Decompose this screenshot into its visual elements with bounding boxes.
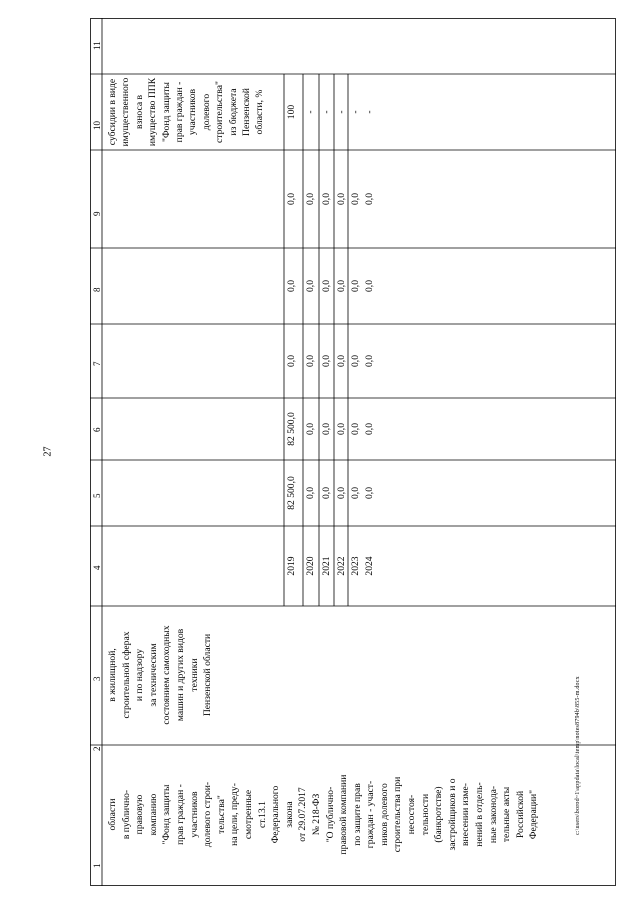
header-col-5: 5 [92, 493, 102, 498]
cell-c8-row-4: 0,0 [336, 280, 347, 292]
col2-line: "Фонд защиты [161, 784, 173, 845]
col2-line: на цели, преду- [229, 783, 241, 846]
col2-line: участников [188, 791, 200, 838]
header-col-10: 10 [92, 121, 102, 130]
col2-line: правовой компании [338, 774, 350, 855]
cell-c9-row-5: 0,0 [350, 193, 361, 205]
cell-c8-row-3: 0,0 [321, 280, 332, 292]
col3-text [106, 607, 215, 743]
col10-line: участников [187, 88, 199, 136]
cell-c9-row-2: 0,0 [305, 193, 316, 205]
col3-line: машин и других видов [174, 628, 186, 722]
col2-line: застройщиков и о [446, 778, 458, 851]
col2-line: смотренные [242, 789, 254, 840]
cell-c6-row-6: 0,0 [364, 423, 375, 435]
col3-line: в жилищной, [107, 648, 118, 702]
col10-line: долевого [200, 93, 212, 131]
cell-c6-row-5: 0,0 [350, 423, 361, 435]
cell-c5-row-6: 0,0 [364, 487, 375, 499]
header-col-2: 2 [92, 746, 102, 751]
col2-line: закона [283, 801, 295, 828]
col2-line: внесении изме- [460, 783, 472, 846]
col2-line: ников долевого [378, 783, 390, 846]
cell-c8-row-2: 0,0 [305, 280, 316, 292]
cell-c7-row-5: 0,0 [350, 355, 361, 367]
cell-c9-row-4: 0,0 [336, 193, 347, 205]
cell-c5-row-5: 0,0 [350, 487, 361, 499]
cell-c5-row-4: 0,0 [336, 487, 347, 499]
col2-line: (банкротстве) [433, 786, 445, 843]
cell-c8-row-1: 0,0 [286, 280, 297, 292]
col10-line: строительства" [214, 81, 226, 143]
document-table [90, 18, 616, 886]
col2-line: от 29.07.2017 [297, 787, 309, 842]
cell-c6-row-2: 0,0 [305, 423, 316, 435]
col2-line: тельные акты [501, 786, 513, 843]
col2-line: по защите прав [351, 783, 363, 846]
cell-c10-row-4: - [336, 110, 347, 114]
cell-c7-row-1: 0,0 [286, 355, 297, 367]
col2-line: области [107, 798, 118, 831]
col2-line: № 218-ФЗ [310, 793, 322, 836]
col10-line: имущество ППК [147, 77, 159, 147]
col3-line: и по надзору [134, 648, 146, 702]
cell-year-row-4: 2022 [336, 556, 347, 576]
cell-c5-row-3: 0,0 [321, 487, 332, 499]
col10-line: прав граждан - [174, 81, 186, 143]
col10-text [106, 76, 267, 148]
cell-c5-row-2: 0,0 [305, 487, 316, 499]
col2-line: нений в отдель- [474, 782, 486, 847]
cell-c8-row-6: 0,0 [364, 280, 375, 292]
col2-line: строительства при [392, 776, 404, 853]
cell-c10-row-5: - [350, 110, 361, 114]
cell-c9-row-1: 0,0 [286, 193, 297, 205]
col3-line: за техническим [147, 643, 159, 707]
page-number: 27 [42, 446, 54, 457]
header-col-4: 4 [92, 565, 102, 570]
cell-c5-row-1: 82 500,0 [286, 476, 297, 510]
header-col-7: 7 [92, 361, 102, 366]
col3-line: Пензенской области [202, 633, 214, 717]
cell-c9-row-6: 0,0 [364, 193, 375, 205]
cell-c10-row-1: 100 [286, 104, 297, 120]
col3-line: техники [188, 658, 200, 692]
col2-line: в публично- [120, 789, 132, 840]
cell-c7-row-2: 0,0 [305, 355, 316, 367]
header-col-3: 3 [92, 676, 102, 681]
col2-line: ст.13.1 [256, 801, 268, 828]
col10-line: "Фонд защиты [160, 82, 172, 142]
cell-c6-row-4: 0,0 [336, 423, 347, 435]
col2-line: долевого строи- [202, 781, 214, 848]
cell-c9-row-3: 0,0 [321, 193, 332, 205]
col2-line: тельства" [215, 795, 227, 834]
col10-line: имущественного [120, 77, 132, 147]
cell-c8-row-5: 0,0 [350, 280, 361, 292]
col2-line: Российской [514, 790, 526, 839]
cell-c7-row-4: 0,0 [336, 355, 347, 367]
col10-line: из бюджета [227, 88, 239, 136]
cell-year-row-1: 2019 [286, 556, 297, 576]
cell-c7-row-6: 0,0 [364, 355, 375, 367]
col3-line: состоянием самоходных [161, 625, 173, 725]
cell-c10-row-3: - [321, 110, 332, 114]
cell-year-row-2: 2020 [305, 556, 316, 576]
cell-year-row-3: 2021 [321, 556, 332, 576]
cell-c10-row-6: - [364, 110, 375, 114]
col2-line: ные законода- [487, 785, 499, 844]
header-col-11: 11 [92, 41, 102, 50]
header-col-8: 8 [92, 287, 102, 292]
col2-line: тельности [419, 793, 431, 836]
cell-c10-row-2: - [305, 110, 316, 114]
col10-line: взноса в [133, 94, 145, 130]
col2-line: компанию [147, 793, 159, 836]
col2-line: прав граждан - [174, 784, 186, 845]
cell-c7-row-3: 0,0 [321, 355, 332, 367]
cell-c6-row-3: 0,0 [321, 423, 332, 435]
col10-line: Пензенской [241, 88, 253, 136]
header-col-6: 6 [92, 427, 102, 432]
header-col-9: 9 [92, 211, 102, 216]
col2-line: Федерации" [528, 789, 540, 840]
cell-year-row-5: 2023 [350, 556, 361, 576]
col2-line: граждан - участ- [365, 780, 377, 849]
cell-year-row-6: 2024 [364, 556, 375, 576]
col10-line: области, % [254, 89, 266, 135]
col3-line: строительной сферах [120, 631, 132, 719]
col2-line: правовую [134, 794, 146, 835]
col2-text [106, 745, 541, 884]
col2-line: "О публично- [324, 786, 336, 843]
col10-line: субсидии в виде [107, 78, 118, 146]
cell-c6-row-1: 82 500,0 [286, 412, 297, 446]
col2-line: Федерального [270, 785, 282, 844]
header-col-1: 1 [92, 863, 102, 868]
col2-line: несостоя- [406, 794, 418, 835]
